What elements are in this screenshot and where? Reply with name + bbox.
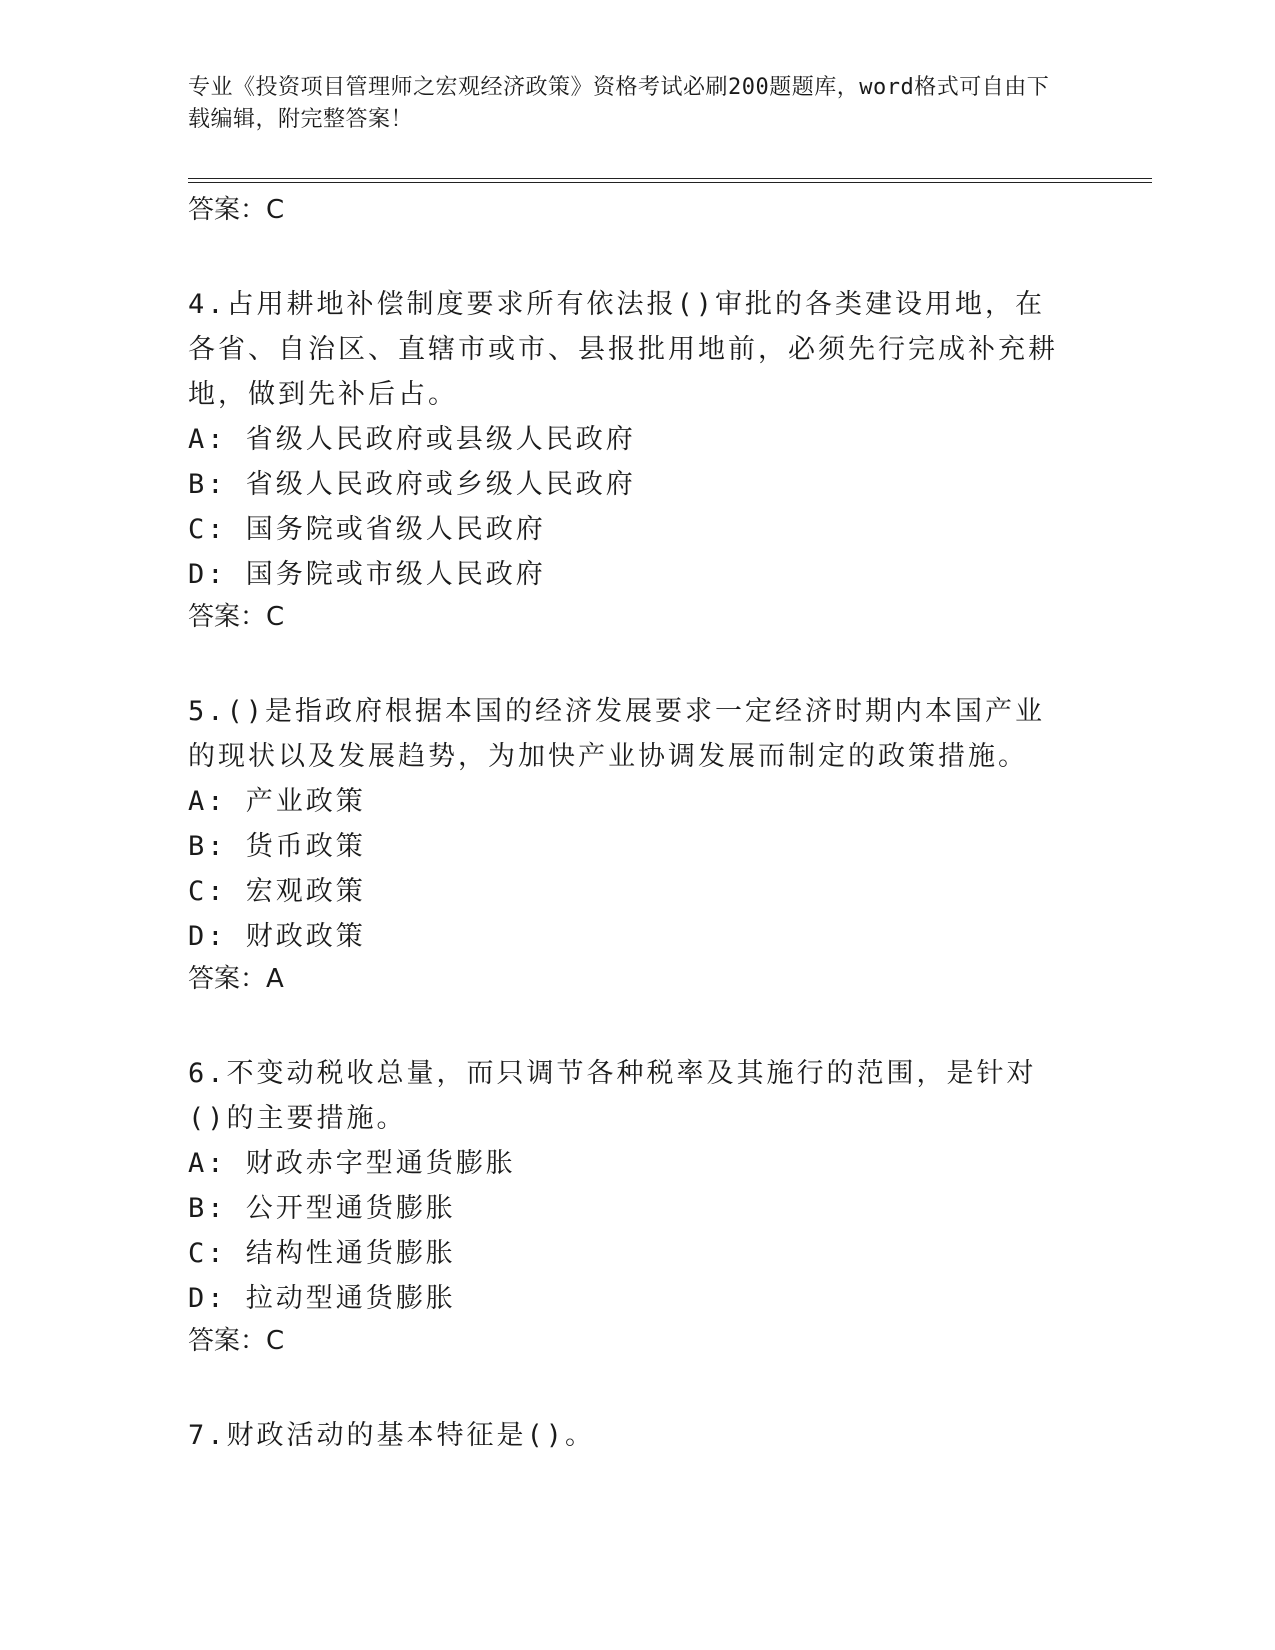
question-block [188, 1413, 1068, 1458]
question-text: 6.不变动税收总量，而只调节各种税率及其施行的范围，是针对()的主要措施。 [188, 1058, 1037, 1134]
question-answer: 答案：C [188, 1326, 285, 1356]
question-block [188, 1051, 1068, 1361]
previous-answer: 答案：C [188, 195, 285, 225]
option-d: D: 国务院或市级人民政府 [188, 559, 546, 590]
option-b: B: 省级人民政府或乡级人民政府 [188, 469, 636, 500]
option-b: B: 货币政策 [188, 831, 366, 862]
option-a: A: 省级人民政府或县级人民政府 [188, 424, 636, 455]
document-header [188, 72, 1068, 136]
question-text: 4.占用耕地补偿制度要求所有依法报()审批的各类建设用地，在各省、自治区、直辖市或市、县报批用地前，必须先行完成补充耕地，做到先补后占。 [188, 289, 1058, 410]
option-c: C: 结构性通货膨胀 [188, 1238, 456, 1269]
option-a: A: 产业政策 [188, 786, 366, 817]
option-c: C: 国务院或省级人民政府 [188, 514, 546, 545]
question-answer: 答案：C [188, 602, 285, 632]
question-text: 7.财政活动的基本特征是()。 [188, 1420, 596, 1451]
question-block [188, 282, 1068, 637]
option-b: B: 公开型通货膨胀 [188, 1193, 456, 1224]
question-answer: 答案：A [188, 964, 284, 994]
option-a: A: 财政赤字型通货膨胀 [188, 1148, 516, 1179]
document-body [188, 190, 1068, 1458]
header-title: 专业《投资项目管理师之宏观经济政策》资格考试必刷200题题库，word格式可自由下载编辑，附完整答案！ [188, 75, 1050, 132]
question-text: 5.()是指政府根据本国的经济发展要求一定经济时期内本国产业的现状以及发展趋势，为加快产业协调发展而制定的政策措施。 [188, 696, 1046, 772]
option-d: D: 财政政策 [188, 921, 366, 952]
option-c: C: 宏观政策 [188, 876, 366, 907]
header-double-rule [188, 178, 1152, 183]
option-d: D: 拉动型通货膨胀 [188, 1283, 456, 1314]
question-block [188, 689, 1068, 999]
